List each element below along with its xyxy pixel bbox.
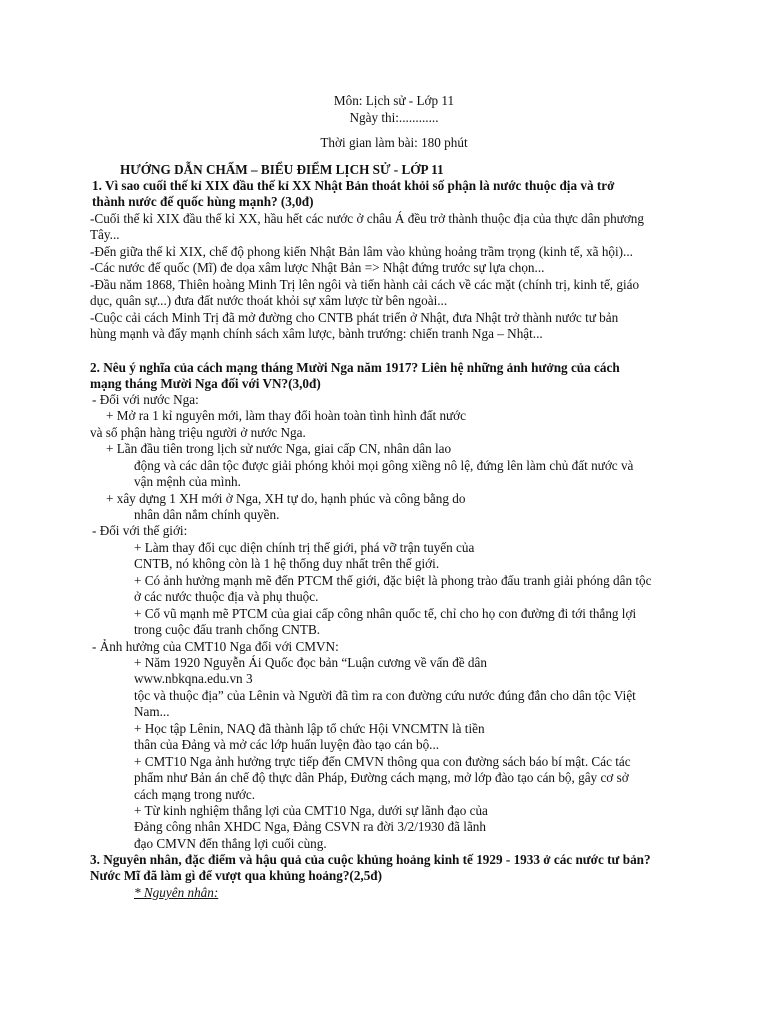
answer-line: -Cuộc cải cách Minh Trị đã mở đường cho CNTB phát triển ở Nhật, đưa Nhật trở thành nước tư bản xyxy=(90,310,619,325)
answer-line: phẩm như Bản án chế độ thực dân Pháp, Đường cách mạng, mở lớp đào tạo cán bộ, gây cơ sở xyxy=(134,770,629,785)
answer-line: + Cổ vũ mạnh mẽ PTCM của giai cấp công nhân quốc tế, chỉ cho họ con đường đi tới thắng lợi xyxy=(134,606,637,621)
section-subheading: * Nguyên nhân: xyxy=(134,885,219,900)
answer-line: động và các dân tộc được giải phóng khỏi mọi gông xiềng nô lệ, đứng lên làm chủ đất nước và xyxy=(134,458,634,473)
answer-line: ở các nước thuộc địa và phụ thuộc. xyxy=(134,589,319,604)
answer-line: + Có ảnh hưởng mạnh mẽ đến PTCM thế giới, đặc biệt là phong trào đấu tranh giải phóng dân tộc xyxy=(134,573,652,588)
answer-line: dục, quân sự...) đưa đất nước thoát khỏi sự xâm lược từ bên ngoài... xyxy=(90,293,448,308)
answer-line: -Đến giữa thế kỉ XIX, chế độ phong kiến Nhật Bản lâm vào khủng hoảng trầm trọng (kinh tế, xã hội)... xyxy=(90,244,633,259)
answer-line: Tây... xyxy=(90,227,120,242)
answer-line: nhân dân nắm chính quyền. xyxy=(134,507,280,522)
answer-line: hùng mạnh và đẩy mạnh chính sách xâm lược, bành trướng: chiến tranh Nga – Nhật... xyxy=(90,326,543,341)
question-2-title: 2. Nêu ý nghĩa của cách mạng tháng Mười Nga năm 1917? Liên hệ những ảnh hưởng của cách xyxy=(90,360,620,375)
exam-date-line: Ngày thi:............ xyxy=(349,110,439,125)
answer-line: Đảng công nhân XHDC Nga, Đảng CSVN ra đời 3/2/1930 đã lãnh xyxy=(134,819,486,834)
answer-line: - Đối với nước Nga: xyxy=(92,392,199,407)
answer-line: -Các nước đế quốc (Mĩ) đe dọa xâm lược Nhật Bản => Nhật đứng trước sự lựa chọn... xyxy=(90,260,545,275)
answer-line: + Từ kinh nghiệm thắng lợi của CMT10 Nga, dưới sự lãnh đạo của xyxy=(134,803,488,818)
answer-line: + xây dựng 1 XH mới ở Nga, XH tự do, hạnh phúc và công bằng do xyxy=(106,491,466,506)
answer-line: và số phận hàng triệu người ở nước Nga. xyxy=(90,425,306,440)
answer-line: - Ảnh hưởng của CMT10 Nga đối với CMVN: xyxy=(92,639,339,654)
answer-line: - Đối với thế giới: xyxy=(92,523,188,538)
answer-line: CNTB, nó không còn là 1 hệ thống duy nhất trên thế giới. xyxy=(134,556,440,571)
answer-line: đạo CMVN đến thắng lợi cuối cùng. xyxy=(134,836,327,851)
answer-line: + Làm thay đổi cục diện chính trị thế giới, phá vỡ trận tuyến của xyxy=(134,540,475,555)
answer-line: cách mạng trong nước. xyxy=(134,787,256,802)
question-3-title: Nước Mĩ đã làm gì để vượt qua khủng hoảng?(2,5đ) xyxy=(90,868,383,883)
question-1-title: thành nước đế quốc hùng mạnh? (3,0đ) xyxy=(92,194,314,209)
answer-line: + Lần đầu tiên trong lịch sử nước Nga, giai cấp CN, nhân dân lao xyxy=(106,441,452,456)
answer-line: + Học tập Lênin, NAQ đã thành lập tổ chức Hội VNCMTN là tiền xyxy=(134,721,485,736)
duration-line: Thời gian làm bài: 180 phút xyxy=(320,135,468,150)
answer-line: vận mệnh của mình. xyxy=(134,474,241,489)
answer-line: + Mở ra 1 kỉ nguyên mới, làm thay đổi hoàn toàn tình hình đất nước xyxy=(106,408,467,423)
answer-line: trong cuộc đấu tranh chống CNTB. xyxy=(134,622,321,637)
document-title: HƯỚNG DẪN CHẤM – BIỂU ĐIỂM LỊCH SỬ - LỚP 11 xyxy=(120,162,444,177)
answer-line: + CMT10 Nga ảnh hưởng trực tiếp đến CMVN thông qua con đường sách báo bí mật. Các tác xyxy=(134,754,631,769)
answer-line: -Cuối thế kỉ XIX đầu thế kỉ XX, hầu hết các nước ở châu Á đều trở thành thuộc địa của thực dân phương xyxy=(90,211,644,226)
question-3-title: 3. Nguyên nhân, đặc điểm và hậu quả của cuộc khủng hoảng kinh tế 1929 - 1933 ở các nước tư bản? xyxy=(90,852,651,867)
question-1-title: 1. Vì sao cuối thế kỉ XIX đầu thế kỉ XX Nhật Bản thoát khỏi số phận là nước thuộc địa và trở xyxy=(92,178,615,193)
question-2-title: mạng tháng Mười Nga đối với VN?(3,0đ) xyxy=(90,376,321,391)
subject-line: Môn: Lịch sử - Lớp 11 xyxy=(333,93,455,108)
answer-line: + Năm 1920 Nguyễn Ái Quốc đọc bản “Luận cương về vấn đề dân xyxy=(134,655,487,670)
answer-line: thân của Đảng và mở các lớp huấn luyện đào tạo cán bộ... xyxy=(134,737,440,752)
answer-line: -Đầu năm 1868, Thiên hoàng Minh Trị lên ngôi và tiến hành cải cách về các mặt (chính trị, kinh tế, giáo xyxy=(90,277,640,292)
answer-line: Nam... xyxy=(134,704,170,719)
page-footer-website: www.nbkqna.edu.vn 3 xyxy=(134,671,253,686)
answer-line: tộc và thuộc địa” của Lênin và Người đã tìm ra con đường cứu nước đúng đắn cho dân tộc Việt xyxy=(134,688,636,703)
